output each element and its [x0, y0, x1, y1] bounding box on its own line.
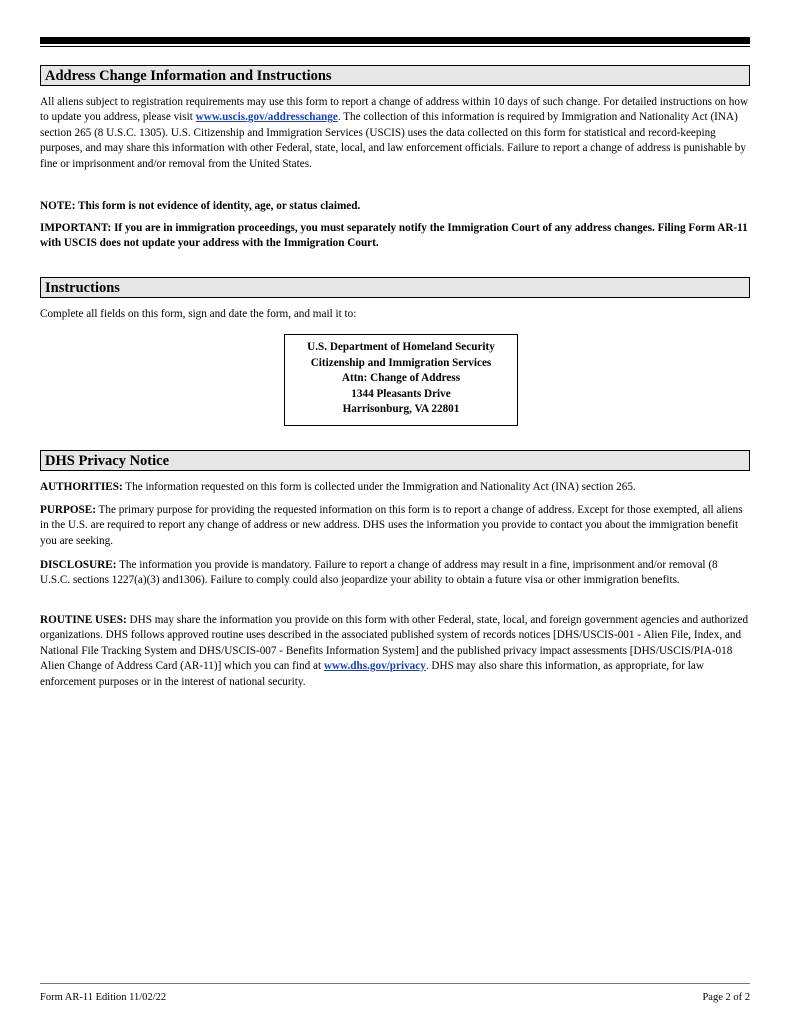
- address-line-4: 1344 Pleasants Drive: [351, 387, 451, 400]
- para1-text-b: . The collection of this information is required by Immigration and Nationality Act (INA) section 265 (8 U.S.C. 1305). U.S. Citizenship and Immigration Services (USCIS) uses the data collected on this form for statistical and record-keeping purposes, and may share this information with other Federal, state, local, and law enforcement officials. Failure to report a change of address is punishable by fine or imprisonment and/or removal from the United States.: [40, 111, 746, 170]
- purpose-text: The primary purpose for providing the requested information on this form is to report a change of address. Except for those exempted, all aliens in the U.S. are required to report any change of address or new address. DHS uses the information you provide to contact you about the immigration benefit you are seeking.: [40, 504, 743, 547]
- section-header-instructions: Instructions: [40, 277, 750, 298]
- routine-uses-paragraph: [40, 613, 750, 690]
- authorities-label: AUTHORITIES:: [40, 481, 123, 493]
- disclosure-paragraph: [40, 558, 750, 589]
- section-header-address-change: Address Change Information and Instructions: [40, 65, 750, 86]
- addresschange-link[interactable]: www.uscis.gov/addresschange: [195, 111, 338, 124]
- routine-uses-label: ROUTINE USES:: [40, 614, 127, 626]
- privacy-link[interactable]: www.dhs.gov/privacy: [323, 660, 426, 673]
- routine-uses-text-b: . DHS may also share this information, as appropriate, for law enforcement purposes or in the interest of national security.: [40, 660, 704, 688]
- address-line-3: Attn: Change of Address: [341, 372, 461, 385]
- section-header-privacy-notice: DHS Privacy Notice: [40, 450, 750, 471]
- address-change-paragraph: [40, 95, 750, 172]
- top-thick-rule: [40, 37, 750, 44]
- authorities-text: The information requested on this form is collected under the Immigration and Nationality Act (INA) section 265.: [122, 481, 636, 493]
- top-thin-rule: [40, 46, 750, 47]
- instructions-intro: Complete all fields on this form, sign and date the form, and mail it to:: [40, 308, 357, 320]
- purpose-label: PURPOSE:: [40, 504, 96, 516]
- disclosure-text: The information you provide is mandatory. Failure to report a change of address may result in a fine, imprisonment and/or removal (8 U.S.C. sections 1227(a)(3) and1306). Failure to comply could also jeopardize your ability to obtain a future visa or other immigration benefits.: [40, 559, 718, 587]
- mailing-address-box: [284, 334, 518, 426]
- address-line-5: Harrisonburg, VA 22801: [342, 403, 460, 416]
- purpose-paragraph: [40, 503, 750, 549]
- note-paragraph: NOTE: This form is not evidence of identity, age, or status claimed.: [40, 200, 361, 212]
- authorities-paragraph: [40, 480, 750, 495]
- footer-page-number: Page 2 of 2: [702, 992, 750, 1003]
- address-line-2: Citizenship and Immigration Services: [310, 356, 492, 369]
- important-paragraph: IMPORTANT: If you are in immigration proceedings, you must separately notify the Immigration Court of any address changes. Filing Form AR-11 with USCIS does not update your address with the Immigration Court.: [40, 222, 748, 250]
- disclosure-label: DISCLOSURE:: [40, 559, 117, 571]
- para1-text-a: All aliens subject to registration requirements may use this form to report a change of address within 10 days of such change. For detailed instructions on how to update you address, please visit: [40, 96, 749, 124]
- footer-rule: [40, 983, 750, 984]
- footer-form-edition: Form AR-11 Edition 11/02/22: [40, 992, 167, 1003]
- routine-uses-text-a: DHS may share the information you provide on this form with other Federal, state, local, and foreign government agencies and authorized organizations. DHS follows approved routine uses described in the associated published system of records notices [DHS/USCIS-001 - Alien File, Index, and National File Tracking System and DHS/USCIS-007 - Benefits Information System] and the published privacy impact assessments [DHS/USCIS/PIA-018 Alien Change of Address Card (AR-11)] which you can find at: [40, 614, 749, 673]
- address-line-1: U.S. Department of Homeland Security: [307, 341, 495, 353]
